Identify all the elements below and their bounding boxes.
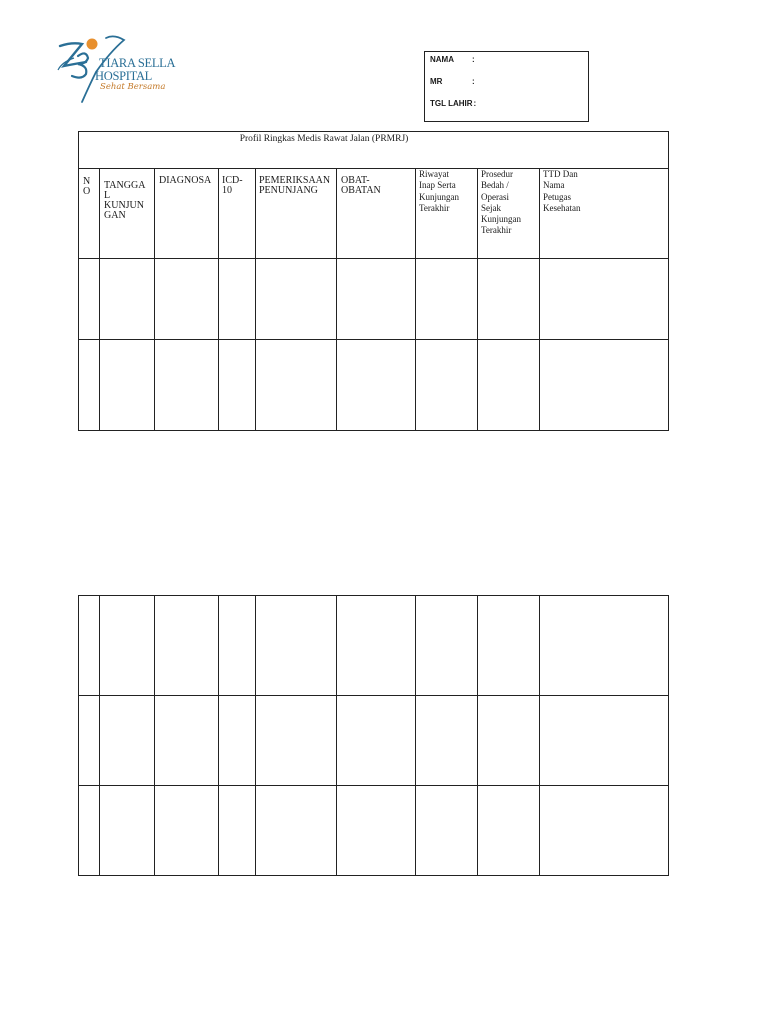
column-divider	[539, 595, 540, 876]
row-divider	[78, 339, 669, 340]
header-ttd-petugas: TTD Dan Nama Petugas Kesehatan	[543, 169, 581, 213]
tgl-lahir-colon: :	[473, 99, 477, 108]
row-divider	[78, 258, 669, 259]
nama-row	[430, 55, 475, 64]
header-diagnosa: DIAGNOSA	[159, 175, 212, 186]
column-divider	[99, 595, 100, 876]
column-divider	[154, 168, 155, 431]
mr-label: MR	[430, 77, 443, 86]
row-divider	[78, 785, 669, 786]
header-tanggal-kunjungan: TANGGA L KUNJUN GAN	[104, 180, 146, 221]
logo-line1: TIARA SELLA	[99, 56, 176, 70]
row-divider	[78, 695, 669, 696]
tgl-lahir-row	[430, 99, 476, 108]
column-divider	[539, 168, 540, 431]
header-riwayat-inap: Riwayat Inap Serta Kunjungan Terakhir	[419, 169, 459, 213]
logo-tagline: Sehat Bersama	[100, 82, 166, 92]
column-divider	[218, 595, 219, 876]
header-prosedur-bedah: Prosedur Bedah / Operasi Sejak Kunjungan Terakhir	[481, 169, 521, 236]
column-divider	[99, 168, 100, 431]
column-divider	[336, 168, 337, 431]
column-divider	[255, 595, 256, 876]
header-icd-10: ICD- 10	[222, 175, 243, 196]
prmrj-table-2	[78, 595, 669, 876]
hospital-logo	[52, 32, 176, 104]
column-divider	[218, 168, 219, 431]
nama-colon: :	[472, 55, 475, 64]
patient-info-box	[424, 51, 589, 122]
mr-row	[430, 77, 475, 86]
header-obat-obatan: OBAT- OBATAN	[341, 175, 381, 196]
header-no: N O	[83, 176, 91, 197]
column-divider	[255, 168, 256, 431]
column-divider	[477, 595, 478, 876]
column-divider	[477, 168, 478, 431]
logo-line2: HOSPITAL	[95, 69, 153, 83]
column-divider	[415, 595, 416, 876]
table-title: Profil Ringkas Medis Rawat Jalan (PRMRJ)	[239, 134, 409, 144]
tgl-lahir-label: TGL LAHIR	[430, 99, 473, 108]
mr-colon: :	[472, 77, 475, 86]
header-pemeriksaan-penunjang: PEMERIKSAAN PENUNJANG	[259, 175, 331, 196]
column-divider	[415, 168, 416, 431]
column-divider	[154, 595, 155, 876]
nama-label: NAMA	[430, 55, 454, 64]
column-divider	[336, 595, 337, 876]
